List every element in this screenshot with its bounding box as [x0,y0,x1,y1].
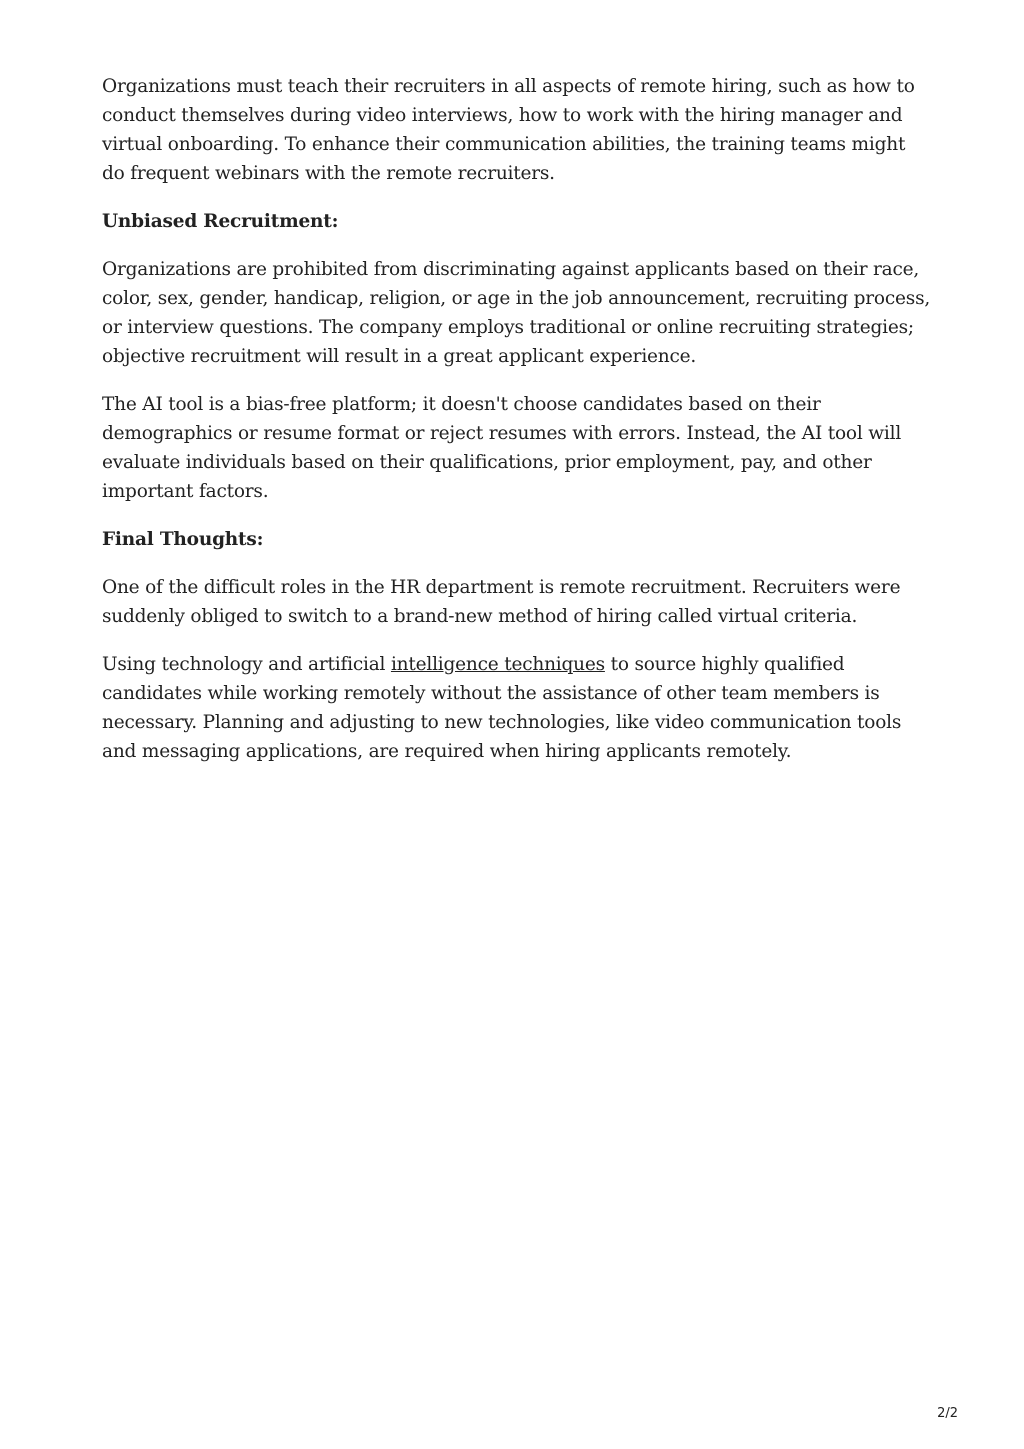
heading-final-thoughts: Final Thoughts: [102,529,264,550]
paragraph-technology-text-start: Using technology and artificial [102,654,391,675]
paragraph-remote-recruitment: One of the difficult roles in the HR department is remote recruitment. Recruiters were suddenly obliged to switch to a brand-new method of hiring called virtual criteria. [102,577,901,627]
paragraph-discrimination-prohibited: Organizations are prohibited from discriminating against applicants based on their race, color, sex, gender, handicap, religion, or age in the job announcement, recruiting process, or interview questions. The company employs traditional or online recruiting strategies; objective recruitment will result in a great applicant experience. [102,259,931,367]
intelligence-techniques-link[interactable]: intelligence techniques [390,654,605,675]
paragraph-recruiter-training: Organizations must teach their recruiters in all aspects of remote hiring, such as how to conduct themselves during video interviews, how to work with the hiring manager and virtual onboarding. To enhance their communication abilities, the training teams might do frequent webinars with the remote recruiters. [102,76,915,184]
page-number: 2/2 [937,1406,958,1421]
heading-unbiased-recruitment: Unbiased Recruitment: [102,211,339,232]
paragraph-technology-text-end: to source highly qualified candidates while working remotely without the assistance of other team members is necessary. Planning and adjusting to new technologies, like video communication tools and messaging applications, are required when hiring applicants remotely. [102,654,902,762]
paragraph-technology [102,650,932,766]
page-content [102,72,932,785]
paragraph-ai-tool: The AI tool is a bias-free platform; it doesn't choose candidates based on their demographics or resume format or reject resumes with errors. Instead, the AI tool will evaluate individuals based on their qualifications, prior employment, pay, and other important factors. [102,394,902,502]
